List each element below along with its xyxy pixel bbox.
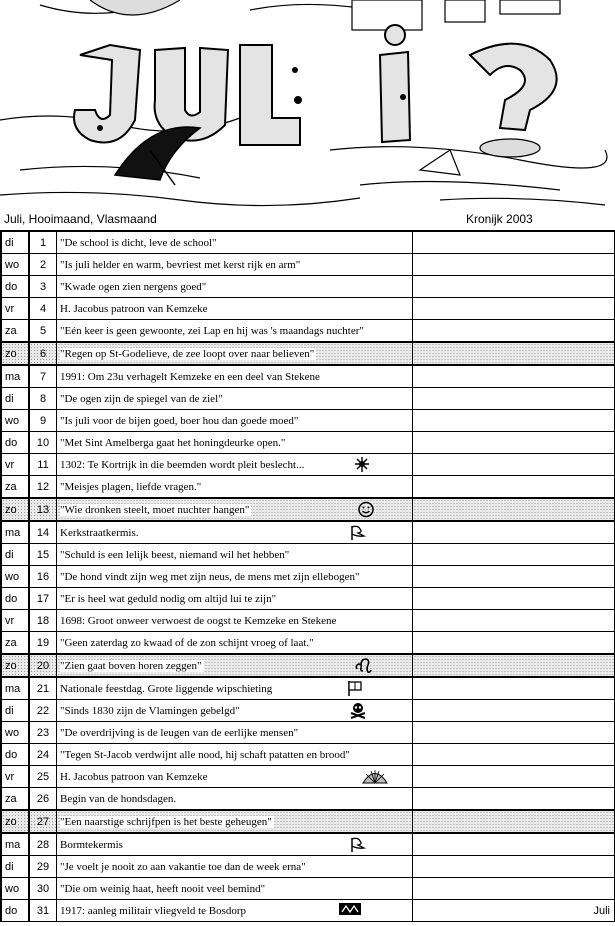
day-number-cell: 8 <box>29 388 57 410</box>
event-text-cell <box>57 410 413 432</box>
notes-cell <box>413 878 615 900</box>
day-number-cell: 19 <box>29 632 57 655</box>
day-number-cell: 3 <box>29 276 57 298</box>
event-text-cell <box>57 498 413 521</box>
day-number-cell: 20 <box>29 654 57 677</box>
day-number-cell: 14 <box>29 521 57 544</box>
flag-icon <box>350 524 366 541</box>
calendar-row <box>1 700 615 722</box>
weekday-cell: do <box>1 900 29 922</box>
month-title: Juli, Hooimaand, Vlasmaand <box>4 212 157 226</box>
event-text: "De ogen zijn de spiegel van de ziel" <box>60 392 223 405</box>
event-text: Bormtekermis <box>60 838 123 851</box>
day-number-cell: 9 <box>29 410 57 432</box>
calendar-row <box>1 432 615 454</box>
event-text: "Zien gaat boven horen zeggen" <box>60 659 202 672</box>
calendar-row <box>1 810 615 833</box>
calendar-row <box>1 632 615 655</box>
event-text: "Kwade ogen zien nergens goed" <box>60 280 207 293</box>
chronicle-year: Kronijk 2003 <box>466 212 533 226</box>
event-text-cell <box>57 788 413 811</box>
event-text-cell <box>57 388 413 410</box>
event-text-cell <box>57 810 413 833</box>
day-number-cell: 21 <box>29 677 57 700</box>
event-text-cell <box>57 298 413 320</box>
event-text-cell <box>57 365 413 388</box>
event-text: "Is juli voor de bijen goed, boer hou dan goede moed" <box>60 414 299 427</box>
weekday-cell: ma <box>1 833 29 856</box>
weekday-cell: zo <box>1 810 29 833</box>
lion-icon <box>353 456 371 473</box>
event-text: Begin van de hondsdagen. <box>60 792 177 805</box>
calendar-row <box>1 254 615 276</box>
event-text: Kerkstraatkermis. <box>60 526 139 539</box>
day-number-cell: 28 <box>29 833 57 856</box>
event-text: "Regen op St-Godelieve, de zee loopt over naar believen" <box>60 347 315 360</box>
calendar-row <box>1 677 615 700</box>
notes-cell <box>413 900 615 922</box>
event-text-cell <box>57 722 413 744</box>
calendar-row <box>1 388 615 410</box>
day-number-cell: 22 <box>29 700 57 722</box>
notes-cell <box>413 365 615 388</box>
weekday-cell: za <box>1 788 29 811</box>
weekday-cell: wo <box>1 722 29 744</box>
day-number-cell: 16 <box>29 566 57 588</box>
notes-cell <box>413 342 615 365</box>
weekday-cell: do <box>1 276 29 298</box>
calendar-row <box>1 454 615 476</box>
day-number-cell: 12 <box>29 476 57 499</box>
calendar-row <box>1 654 615 677</box>
event-text-cell <box>57 900 413 922</box>
event-text-cell <box>57 432 413 454</box>
notes-cell <box>413 544 615 566</box>
day-number-cell: 2 <box>29 254 57 276</box>
calendar-row <box>1 298 615 320</box>
calendar-row <box>1 476 615 499</box>
weekday-cell: za <box>1 632 29 655</box>
notes-cell <box>413 432 615 454</box>
day-number-cell: 27 <box>29 810 57 833</box>
event-text: "Een naarstige schrijfpen is het beste geheugen" <box>60 815 272 828</box>
day-number-cell: 31 <box>29 900 57 922</box>
day-number-cell: 18 <box>29 610 57 632</box>
weekday-cell: do <box>1 588 29 610</box>
leo-icon <box>354 657 372 674</box>
calendar-row <box>1 365 615 388</box>
flag-icon <box>350 836 366 853</box>
event-text: "Je voelt je nooit zo aan vakantie toe dan de week erna" <box>60 860 306 873</box>
calendar-row <box>1 610 615 632</box>
month-footer-label: Juli <box>593 904 610 917</box>
weekday-cell: za <box>1 320 29 343</box>
event-text-cell <box>57 700 413 722</box>
event-text: "Die om weinig haat, heeft nooit veel bemind" <box>60 882 266 895</box>
calendar-row <box>1 566 615 588</box>
event-text: "Wie dronken steelt, moet nuchter hangen" <box>60 503 250 516</box>
notes-cell <box>413 700 615 722</box>
weekday-cell: di <box>1 544 29 566</box>
weekday-cell: di <box>1 388 29 410</box>
weekday-cell: vr <box>1 610 29 632</box>
weekday-cell: wo <box>1 878 29 900</box>
day-number-cell: 17 <box>29 588 57 610</box>
day-number-cell: 13 <box>29 498 57 521</box>
airfield-icon <box>338 902 362 919</box>
event-text: "Eén keer is geen gewoonte, zei Lap en hij was 's maandags nuchter" <box>60 324 364 337</box>
notes-cell <box>413 632 615 655</box>
weekday-cell: wo <box>1 254 29 276</box>
event-text: 1917: aanleg militair vliegveld te Bosdorp <box>60 904 247 917</box>
event-text-cell <box>57 588 413 610</box>
event-text: "Tegen St-Jacob verdwijnt alle nood, hij schaft patatten en brood" <box>60 748 350 761</box>
day-number-cell: 29 <box>29 856 57 878</box>
notes-cell <box>413 856 615 878</box>
event-text: 1991: Om 23u verhagelt Kemzeke en een deel van Stekene <box>60 370 320 383</box>
event-text-cell <box>57 231 413 254</box>
day-number-cell: 25 <box>29 766 57 788</box>
day-number-cell: 7 <box>29 365 57 388</box>
event-text-cell <box>57 610 413 632</box>
smiley-icon <box>357 501 375 518</box>
event-text: 1698: Groot onweer verwoest de oogst te Kemzeke en Stekene <box>60 614 337 627</box>
notes-cell <box>413 810 615 833</box>
calendar-row <box>1 788 615 811</box>
calendar-row <box>1 878 615 900</box>
day-number-cell: 10 <box>29 432 57 454</box>
event-text-cell <box>57 276 413 298</box>
notes-cell <box>413 521 615 544</box>
calendar-row <box>1 320 615 343</box>
calendar-row <box>1 544 615 566</box>
event-text: "Geen zaterdag zo kwaad of de zon schijnt vroeg of laat." <box>60 636 314 649</box>
weekday-cell: vr <box>1 766 29 788</box>
weekday-cell: wo <box>1 566 29 588</box>
notes-cell <box>413 722 615 744</box>
event-text-cell <box>57 544 413 566</box>
notes-cell <box>413 766 615 788</box>
weekday-cell: zo <box>1 654 29 677</box>
notes-cell <box>413 566 615 588</box>
calendar-row <box>1 588 615 610</box>
event-text-cell <box>57 476 413 499</box>
notes-cell <box>413 231 615 254</box>
day-number-cell: 11 <box>29 454 57 476</box>
notes-cell <box>413 276 615 298</box>
day-number-cell: 23 <box>29 722 57 744</box>
event-text-cell <box>57 342 413 365</box>
weekday-cell: wo <box>1 410 29 432</box>
calendar-row <box>1 231 615 254</box>
skull-icon <box>349 702 367 719</box>
notes-cell <box>413 610 615 632</box>
day-number-cell: 6 <box>29 342 57 365</box>
calendar-row <box>1 276 615 298</box>
weekday-cell: di <box>1 856 29 878</box>
weekday-cell: zo <box>1 498 29 521</box>
event-text: H. Jacobus patroon van Kemzeke <box>60 302 208 315</box>
event-text: "Meisjes plagen, liefde vragen." <box>60 480 202 493</box>
event-text: "Sinds 1830 zijn de Vlamingen gebelgd" <box>60 704 240 717</box>
calendar-row <box>1 498 615 521</box>
day-number-cell: 30 <box>29 878 57 900</box>
event-text: "Schuld is een lelijk beest, niemand wil het hebben" <box>60 548 290 561</box>
calendar-row <box>1 342 615 365</box>
event-text: H. Jacobus patroon van Kemzeke <box>60 770 208 783</box>
notes-cell <box>413 454 615 476</box>
event-text: "De overdrijving is de leugen van de eerlijke mensen" <box>60 726 299 739</box>
weekday-cell: vr <box>1 454 29 476</box>
calendar-table <box>0 230 615 922</box>
event-text: "De hond vindt zijn weg met zijn neus, de mens met zijn ellebogen" <box>60 570 360 583</box>
event-text-cell <box>57 654 413 677</box>
notes-cell <box>413 410 615 432</box>
notes-cell <box>413 476 615 499</box>
notes-cell <box>413 788 615 811</box>
event-text-cell <box>57 677 413 700</box>
event-text-cell <box>57 320 413 343</box>
notes-cell <box>413 588 615 610</box>
notes-cell <box>413 744 615 766</box>
day-number-cell: 24 <box>29 744 57 766</box>
event-text-cell <box>57 766 413 788</box>
calendar-row <box>1 410 615 432</box>
weekday-cell: zo <box>1 342 29 365</box>
event-text-cell <box>57 454 413 476</box>
notes-cell <box>413 677 615 700</box>
event-text: Nationale feestdag. Grote liggende wipschieting <box>60 682 273 695</box>
notes-cell <box>413 254 615 276</box>
notes-cell <box>413 654 615 677</box>
calendar-row <box>1 833 615 856</box>
notes-cell <box>413 298 615 320</box>
calendar-row <box>1 722 615 744</box>
event-text-cell <box>57 521 413 544</box>
event-text: "De school is dicht, leve de school" <box>60 236 217 249</box>
month-banner-illustration <box>0 0 605 212</box>
event-text-cell <box>57 744 413 766</box>
day-number-cell: 26 <box>29 788 57 811</box>
event-text-cell <box>57 833 413 856</box>
banner-flag-icon <box>347 680 363 697</box>
calendar-row <box>1 744 615 766</box>
event-text: "Is juli helder en warm, bevriest met kerst rijk en arm" <box>60 258 301 271</box>
event-text: 1302: Te Kortrijk in die beemden wordt pleit beslecht... <box>60 458 305 471</box>
weekday-cell: do <box>1 744 29 766</box>
weekday-cell: di <box>1 700 29 722</box>
calendar-row <box>1 521 615 544</box>
day-number-cell: 15 <box>29 544 57 566</box>
notes-cell <box>413 498 615 521</box>
weekday-cell: za <box>1 476 29 499</box>
event-text-cell <box>57 856 413 878</box>
weekday-cell: ma <box>1 521 29 544</box>
day-number-cell: 4 <box>29 298 57 320</box>
day-number-cell: 1 <box>29 231 57 254</box>
calendar-row <box>1 766 615 788</box>
weekday-cell: ma <box>1 677 29 700</box>
event-text-cell <box>57 632 413 655</box>
weekday-cell: ma <box>1 365 29 388</box>
event-text: "Met Sint Amelberga gaat het honingdeurke open." <box>60 436 286 449</box>
day-number-cell: 5 <box>29 320 57 343</box>
calendar-row <box>1 856 615 878</box>
event-text-cell <box>57 878 413 900</box>
event-text: "Er is heel wat geduld nodig om altijd lui te zijn" <box>60 592 277 605</box>
calendar-row <box>1 900 615 922</box>
weekday-cell: di <box>1 231 29 254</box>
shell-icon <box>360 768 390 785</box>
event-text-cell <box>57 566 413 588</box>
notes-cell <box>413 388 615 410</box>
weekday-cell: vr <box>1 298 29 320</box>
notes-cell <box>413 320 615 343</box>
notes-cell <box>413 833 615 856</box>
weekday-cell: do <box>1 432 29 454</box>
event-text-cell <box>57 254 413 276</box>
